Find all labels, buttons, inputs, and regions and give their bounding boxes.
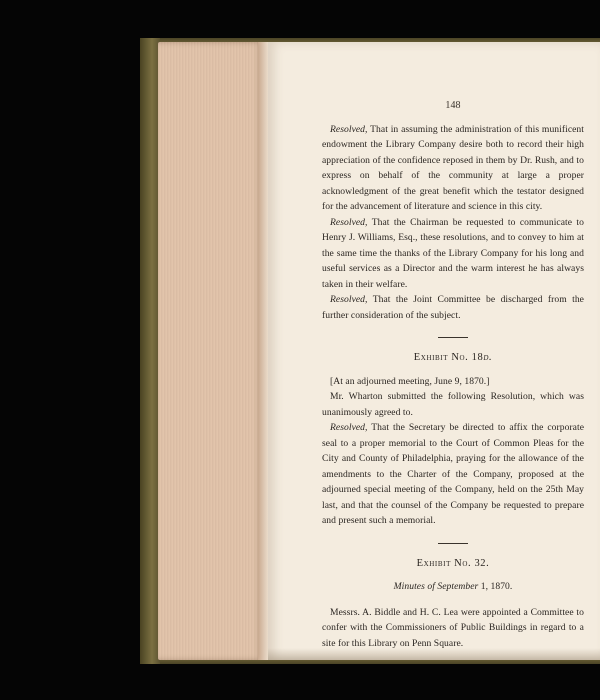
exhibit-18d-heading [322, 350, 584, 366]
exhibit-18d-heading-suffix: d. [483, 352, 493, 363]
resolution-paragraph [322, 215, 584, 293]
exhibit-18d-intro: [At an adjourned meeting, June 9, 1870.] [330, 375, 490, 387]
page-number: 148 [445, 100, 461, 111]
page-content [322, 98, 584, 651]
exhibit-18d-line: Mr. Wharton submitted the following Resolution, which was unanimously agreed to. [322, 391, 584, 418]
exhibit-18d-heading-text: Exhibit No. 18 [413, 352, 484, 363]
page-stack-edge [158, 42, 263, 660]
resolution-text: That the Joint Committee be discharged from the further consideration of the subject. [322, 294, 584, 321]
minutes-heading-date: 1, 1870. [478, 581, 513, 592]
resolution-text: That the Secretary be directed to affix the corporate seal to a proper memorial to the Court of Common Pleas for the City and County of Philadelphia, praying for the allowance of the amendments to the Charter of the Company, proposed at the adjourned special meeting of the Company, held on the 25th May last, and that the counsel of the Company be requested to prepare and present such a memorial. [322, 422, 584, 526]
exhibit-32-text: Messrs. A. Biddle and H. C. Lea were appointed a Committee to confer with the Commissioners of Public Buildings in regard to a site for this Library on Penn Square. [322, 606, 584, 649]
section-divider [438, 337, 468, 338]
resolution-lead: Resolved, [330, 294, 368, 305]
resolution-lead: Resolved, [330, 123, 368, 135]
resolution-lead: Resolved, [330, 422, 368, 433]
resolution-paragraph [322, 292, 584, 323]
book-spine-edge [140, 38, 160, 664]
resolution-lead: Resolved, [330, 216, 368, 228]
minutes-heading [322, 579, 584, 595]
resolution-text: That in assuming the administration of this munificent endowment the Library Company desire both to record their high appreciation of the confidence reposed in them by Dr. Rush, and to express on behalf of the community at large a proper acknowledgment of the great benefit which the testator designed for the advancement of literature and science in this city. [322, 123, 584, 212]
exhibit-32-heading: Exhibit No. 32. [416, 557, 490, 569]
resolution-paragraph [322, 122, 584, 215]
minutes-heading-text: Minutes of September [393, 581, 479, 592]
exhibit-18d-resolution [322, 420, 584, 529]
resolution-text: That the Chairman be requested to communicate to Henry J. Williams, Esq., these resolutions, and to convey to him at the same time the thanks of the Library Company for his long and useful services as a Director and the warm interest he has always taken in their welfare. [322, 216, 584, 290]
section-divider [438, 543, 468, 544]
